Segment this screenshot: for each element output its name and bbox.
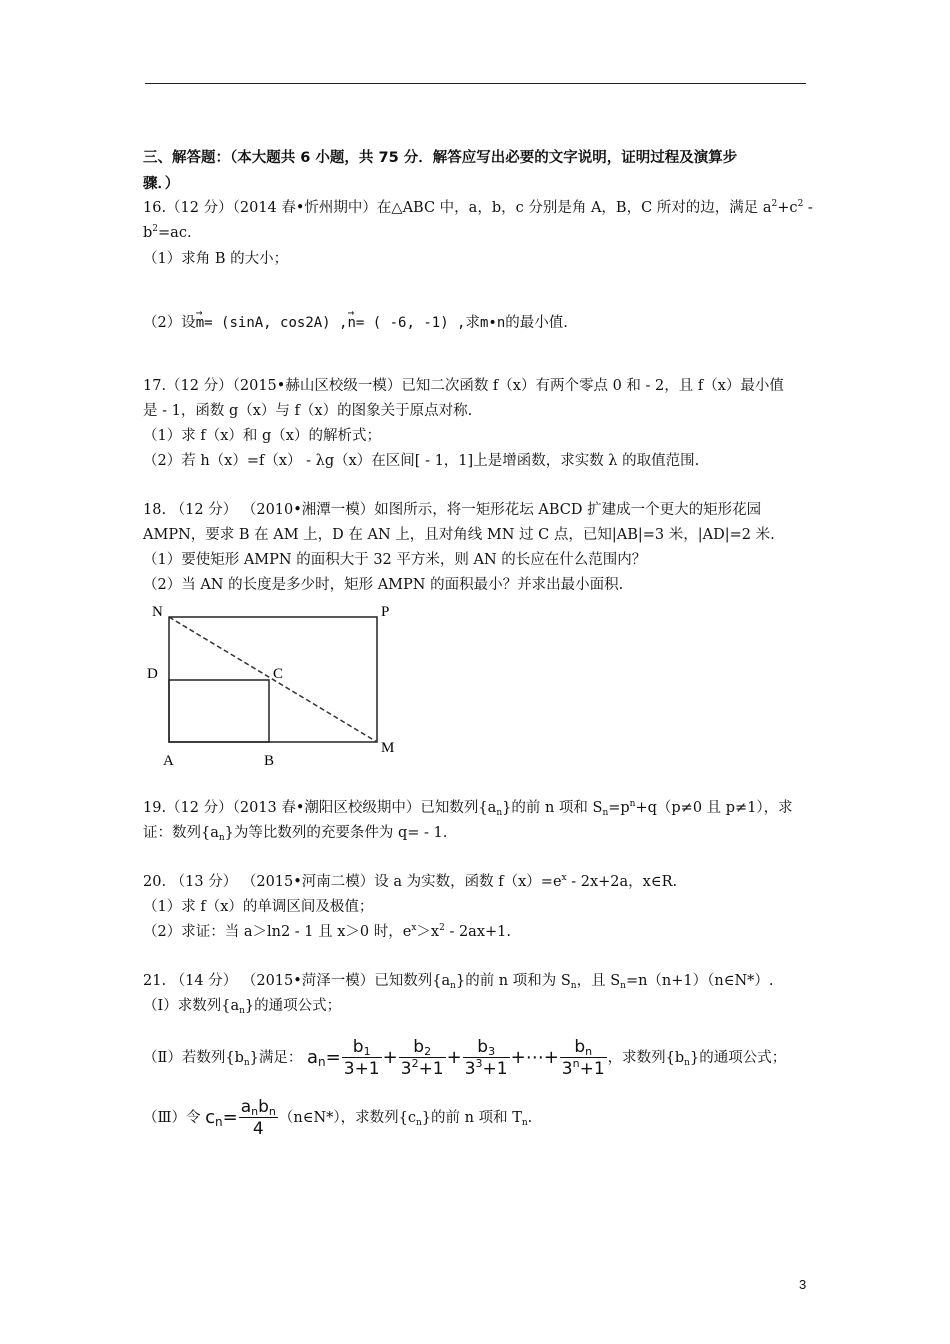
label-N: N (152, 604, 163, 620)
page-number: 3 (799, 1277, 807, 1292)
label-P: P (381, 604, 390, 620)
q17-line2: 是 - 1，函数 g（x）与 f（x）的图象关于原点对称. (143, 403, 473, 419)
q16-part1: （1）求角 B 的大小； (143, 251, 289, 267)
section-header-line1: 三、解答题：（本大题共 6 小题，共 75 分．解答应写出必要的文字说明，证明过程及演算步 (143, 150, 738, 166)
q16-part2: （2）设→ m= (sinA, cos2A) ,→ n= ( -6, -1) ,求m•n的最小值. (143, 313, 568, 333)
q16-line2: $b^2=ac$. (143, 224, 192, 241)
q19-line2: 证：数列$\{a_n\}$为等比数列的充要条件为 q= - 1. (143, 825, 448, 843)
q16-line1: 16.（12 分）（2014 春•忻州期中）在△ABC 中，a，b，c 分别是角 A，B，C 所对的边，满足 $a^2+c^2$ - (143, 199, 813, 216)
q17-part2: （2）若 h（x）=f（x） - λg（x）在区间[ - 1，1]上是增函数，求实数 λ 的取值范围. (143, 453, 700, 469)
q18-part1: （1）要使矩形 AMPN 的面积大于 32 平方米，则 AN 的长应在什么范围内？ (143, 552, 647, 568)
label-B: B (264, 753, 275, 769)
q21-line1: 21. （14 分） （2015•菏泽一模）已知数列$\{a_n\}$的前 n 项和为 $S_n$，且 $S_n=n(n+1)(n\in N*)$. (143, 973, 774, 991)
label-D: D (147, 666, 158, 682)
rectangle-ABCD (169, 680, 269, 742)
q17-part1: （1）求 f（x）和 g（x）的解析式； (143, 428, 381, 444)
section-header-line2: 骤．） (143, 176, 180, 192)
q18-part2: （2）当 AN 的长度是多少时，矩形 AMPN 的面积最小？并求出最小面积. (143, 577, 624, 593)
label-A: A (163, 753, 174, 769)
label-M: M (381, 740, 395, 756)
vector-m: → m (196, 313, 204, 333)
q21-part2: （Ⅱ）若数列$\{b_n\}$满足： $a_n=$ $\frac{b_1}{3+1}$ + $\frac{b_2}{3^2+1}$ + $\frac{b_3}{3^3+1}$ +⋯+ $\frac{b_n}{3^n+1}$ ，求数列$\{b_n\}$的通项公式； (143, 1036, 787, 1079)
q20-part2: （2）求证：当 a＞ln2 - 1 且 x＞0 时，$e^x>x^2 - 2ax+1$. (143, 923, 511, 940)
q19-line1: 19.（12 分）（2013 春•潮阳区校级期中）已知数列$\{a_n\}$的前 n 项和 $S_n=p^n+q(p\ne 0$ 且 p≠1），求 (143, 799, 793, 818)
q18-line2: AMPN，要求 B 在 AM 上，D 在 AN 上，且对角线 MN 过 C 点，已知|AB|=3 米，|AD|=2 米. (143, 527, 775, 543)
q21-part1: （Ⅰ）求数列$\{a_n\}$的通项公式； (143, 998, 342, 1016)
fraction-anbn: $\frac{a_nb_n}{4}$ (240, 1096, 276, 1139)
fraction-bn: $\frac{b_n}{3^n+1}$ (561, 1036, 605, 1079)
fraction-b3: $\frac{b_3}{3^3+1}$ (464, 1036, 508, 1079)
fraction-b1: $\frac{b_1}{3+1}$ (343, 1036, 380, 1079)
label-C: C (273, 666, 284, 682)
q21-part3: （Ⅲ）令 $c_n=$ $\frac{a_nb_n}{4}$ （n∈N*），求数列$\{c_n\}$的前 n 项和 $T_n$. (143, 1096, 533, 1139)
vector-n: → n (347, 313, 355, 333)
q20-part1: （1）求 f（x）的单调区间及极值； (143, 899, 374, 915)
q20-line1: 20. （13 分） （2015•河南二模）设 a 为实数，函数 $f(x)=e^x - 2x+2a$，x∈R. (143, 873, 678, 890)
q18-rectangle-figure (140, 600, 410, 770)
fraction-b2: $\frac{b_2}{3^2+1}$ (400, 1036, 444, 1079)
q18-line1: 18. （12 分） （2010•湘潭一模）如图所示，将一矩形花坛 ABCD 扩建成一个更大的矩形花园 (143, 502, 762, 518)
header-rule (145, 83, 806, 84)
q17-line1: 17.（12 分）（2015•赫山区校级一模）已知二次函数 f（x）有两个零点 0 和 - 2，且 f（x）最小值 (143, 378, 784, 394)
formula-cn: $c_n=$ (205, 1107, 238, 1129)
formula-an: $a_n=$ (307, 1047, 341, 1069)
